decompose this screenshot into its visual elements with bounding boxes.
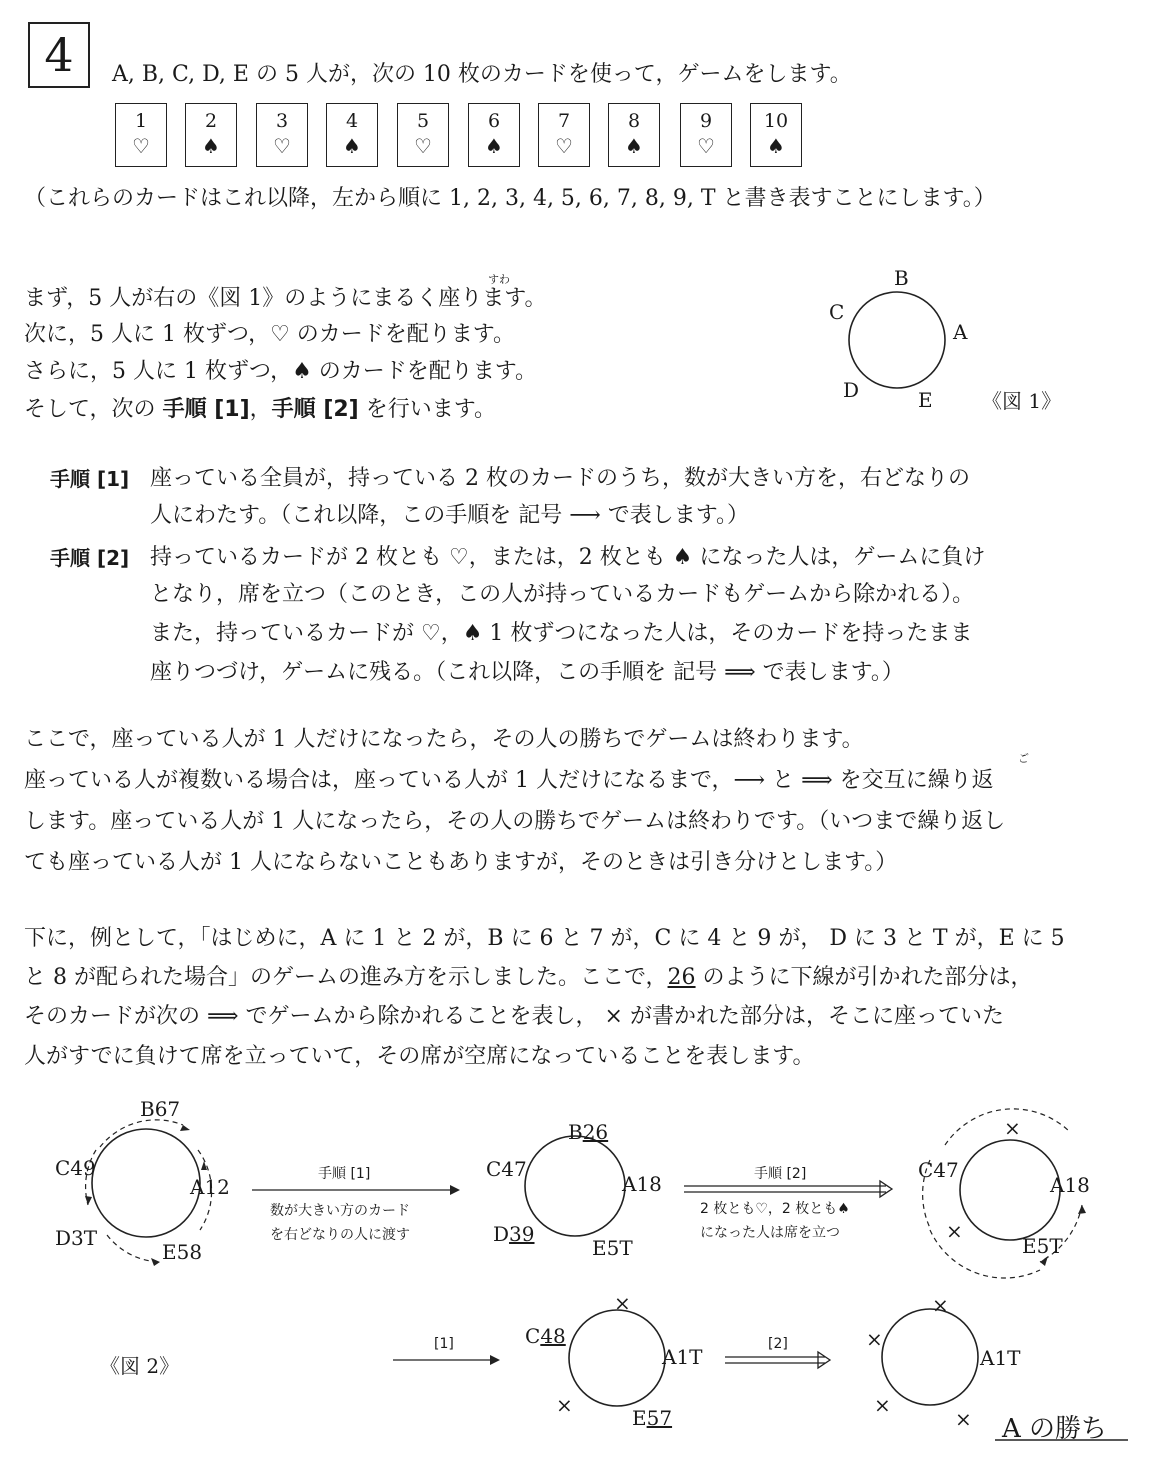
card-number: 3	[275, 110, 289, 132]
card-number: 8	[627, 110, 641, 132]
fig1-circle	[849, 292, 945, 388]
example-text: のように下線が引かれた部分は，	[695, 965, 1033, 990]
fig2-circle-1	[92, 1129, 200, 1237]
arrowhead	[151, 1258, 160, 1266]
c2-B-letter: B	[568, 1120, 583, 1144]
step2-label: 手順 [2]	[50, 546, 130, 570]
heart-icon: ♡	[697, 134, 715, 158]
c4-x-D: ×	[556, 1393, 573, 1417]
card-number: 5	[416, 110, 430, 132]
fig1-caption: 《図 1》	[982, 389, 1062, 413]
c4-A: A1T	[662, 1345, 703, 1369]
step2-ref: 手順 [2]	[271, 397, 359, 422]
step2-line4: 座りつづけ，ゲームに残る。（これ以降，この手順を 記号 ⟹ で表します。）	[150, 660, 904, 685]
c2-D	[493, 1222, 535, 1246]
arrowhead	[201, 1161, 207, 1170]
step2-line3: また，持っているカードが ♡，♠ 1 枚ずつになった人は，そのカードを持ったまま	[150, 621, 973, 646]
heart-icon: ♡	[414, 134, 432, 158]
c2-D-letter: D	[493, 1222, 510, 1246]
step2-line2: となり，席を立つ（このとき，この人が持っているカードもゲームから除かれる）。	[150, 582, 975, 607]
step2-line1: 持っているカードが 2 枚とも ♡，または，2 枚とも ♠ になった人は，ゲームに負け	[150, 545, 986, 570]
spade-icon: ♠	[343, 134, 361, 158]
step1-line1: 座っている全員が，持っている 2 枚のカードのうち，数が大きい方を，右どなりの	[150, 466, 970, 491]
arrow2-sub2: になった人は席を立つ	[700, 1225, 840, 1241]
arrow1-title: 手順 [1]	[318, 1166, 371, 1182]
setup-line3: さらに，5 人に 1 枚ずつ，♠ のカードを配ります。	[24, 359, 538, 384]
c2-E: E5T	[592, 1236, 633, 1260]
c4-C	[525, 1324, 566, 1348]
c5-x-D: ×	[874, 1393, 891, 1417]
fig2-circle-2	[525, 1136, 625, 1236]
arrowhead	[880, 1181, 892, 1197]
c3-x-B: ×	[1004, 1116, 1021, 1140]
step1-line2: 人にわたす。（これ以降，この手順を 記号 ⟶ で表します。）	[150, 503, 750, 528]
example-line4: 人がすでに負けて席を立っていて，その席が空席になっていることを表します。	[24, 1044, 815, 1069]
arrowhead	[1078, 1205, 1086, 1214]
c1-E: E58	[162, 1240, 203, 1264]
card-number: 1	[134, 110, 148, 132]
c4-E-cards: 57	[646, 1406, 673, 1430]
cards-note: （これらのカードはこれ以降，左から順に 1, 2, 3, 4, 5, 6, 7, 8, 9, T と書き表すことにします。）	[24, 186, 996, 211]
c2-D-cards: 39	[509, 1222, 535, 1246]
arrowhead	[490, 1355, 500, 1365]
setup-text: を行います。	[365, 397, 496, 422]
fig1-D: D	[843, 378, 860, 402]
spade-icon: ♠	[767, 134, 785, 158]
setup-text: そして，次の	[24, 397, 156, 422]
arrowhead	[818, 1352, 830, 1368]
arrow1-sub1: 数が大きい方のカード	[270, 1203, 410, 1219]
fig2-circle-3	[960, 1140, 1060, 1240]
c2-C: C47	[486, 1157, 527, 1181]
card-number: 6	[487, 110, 501, 132]
c4-E-letter: E	[632, 1406, 647, 1430]
problem-number: 4	[28, 22, 90, 88]
c2-A: A18	[622, 1172, 662, 1196]
c2-B-cards: 26	[582, 1120, 609, 1144]
c2-B	[568, 1120, 608, 1144]
c5-x-C: ×	[866, 1327, 883, 1351]
winner-label: A の勝ち	[1002, 1414, 1108, 1444]
card-number: 4	[345, 110, 359, 132]
dashed-arrow	[100, 1120, 183, 1147]
fig1-C: C	[829, 300, 845, 324]
spade-icon: ♠	[625, 134, 643, 158]
example-line1: 下に，例として，「はじめに，A に 1 と 2 が，B に 6 と 7 が，C に 4 と 9 が， D に 3 と T が，E に 5	[24, 926, 1065, 951]
spade-icon: ♠	[202, 134, 220, 158]
c5-x-B: ×	[932, 1293, 949, 1317]
c4-E	[632, 1406, 672, 1430]
c3-A: A18	[1050, 1173, 1090, 1197]
spade-icon: ♠	[485, 134, 503, 158]
example-line2	[24, 961, 1033, 995]
heart-icon: ♡	[555, 134, 573, 158]
arrow1-sub2: を右どなりの人に渡す	[270, 1227, 410, 1243]
c5-A: A1T	[980, 1346, 1021, 1370]
fig2-caption: 《図 2》	[100, 1354, 180, 1378]
rules-line4: ても座っている人が 1 人にならないこともありますが，そのときは引き分けとします。）	[24, 850, 898, 875]
arrowhead	[85, 1196, 92, 1205]
setup-text: ，	[249, 397, 272, 422]
card-number: 10	[763, 110, 789, 132]
fig2-circle-5	[882, 1309, 978, 1405]
underlined-example: 26	[667, 965, 696, 990]
example-line3: そのカードが次の ⟹ でゲームから除かれることを表し， × が書かれた部分は，そこに座っていた	[24, 1004, 1004, 1029]
arrowhead	[450, 1185, 460, 1195]
dashed-arrow	[107, 1235, 160, 1262]
heart-icon: ♡	[273, 134, 291, 158]
c1-C: C49	[55, 1156, 96, 1180]
intro-text: A, B, C, D, E の 5 人が，次の 10 枚のカードを使って，ゲームをします。	[112, 62, 852, 87]
c3-x-D: ×	[946, 1219, 963, 1243]
fig1-B: B	[894, 266, 909, 290]
c3-C: C47	[918, 1158, 959, 1182]
fig2-circle-4	[569, 1310, 665, 1406]
card-number: 2	[204, 110, 218, 132]
rules-line1: ここで，座っている人が 1 人だけになったら，その人の勝ちでゲームは終わります。	[24, 727, 864, 752]
setup-line2: 次に，5 人に 1 枚ずつ，♡ のカードを配ります。	[24, 322, 516, 347]
step1-label: 手順 [1]	[50, 467, 130, 491]
c3-E: E5T	[1022, 1234, 1063, 1258]
arrow2-title: 手順 [2]	[754, 1166, 807, 1182]
arrowhead	[180, 1125, 190, 1131]
fig1-E: E	[918, 388, 933, 412]
c5-x-E: ×	[955, 1407, 972, 1431]
arrow4-label: [2]	[768, 1336, 788, 1352]
c1-B: B67	[140, 1097, 181, 1121]
furigana: ご	[1018, 752, 1029, 765]
example-text: と 8 が配られた場合」のゲームの進み方を示しました。ここで，	[24, 965, 668, 990]
rules-line3: します。座っている人が 1 人になったら，その人の勝ちでゲームは終わりです。（いつまで繰り返し	[24, 809, 1006, 834]
heart-icon: ♡	[132, 134, 150, 158]
step1-ref: 手順 [1]	[162, 397, 250, 422]
setup-line1: まず，5 人が右の《図 1》のようにまるく座ります。	[24, 286, 547, 311]
c1-D: D3T	[55, 1226, 98, 1250]
fig1-A: A	[953, 320, 968, 344]
rules-line2: 座っている人が複数いる場合は，座っている人が 1 人だけになるまで，⟶ と ⟹ を交互に繰り返	[24, 768, 994, 793]
c1-A: A12	[190, 1175, 230, 1199]
furigana: すわ	[488, 273, 510, 286]
arrow3-label: [1]	[434, 1336, 454, 1352]
card-number: 7	[557, 110, 571, 132]
c4-x-B: ×	[614, 1291, 631, 1315]
card-number: 9	[699, 110, 713, 132]
arrow2-sub1: 2 枚とも♡，2 枚とも♠	[700, 1201, 850, 1217]
c4-C-letter: C	[525, 1324, 541, 1348]
c4-C-cards: 48	[540, 1324, 566, 1348]
